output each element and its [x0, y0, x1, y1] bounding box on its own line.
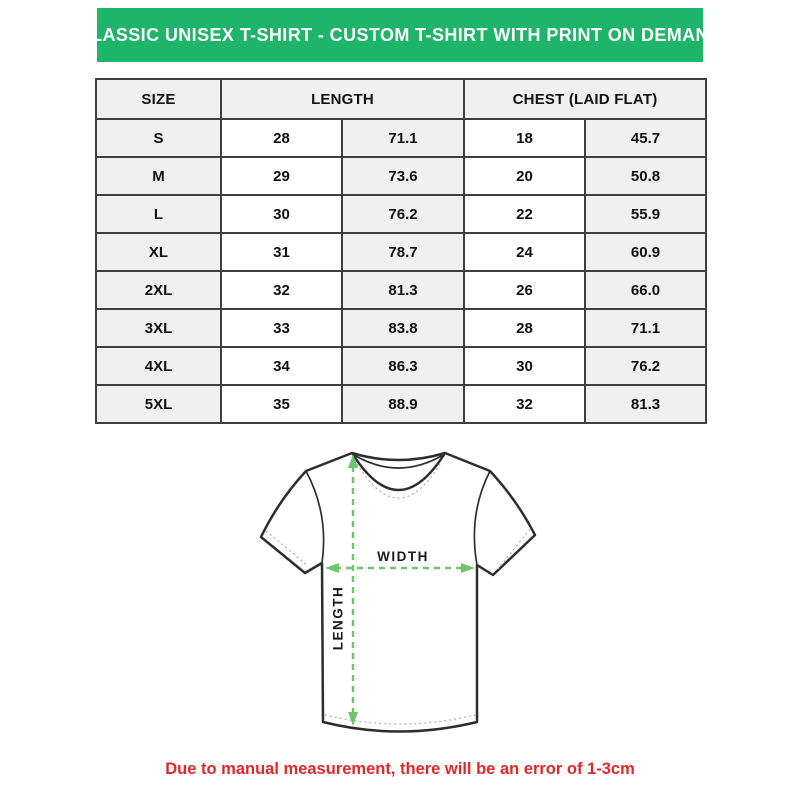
- length-label: LENGTH: [330, 585, 346, 651]
- length-in-cell: 31: [221, 233, 342, 271]
- length-cm-cell: 76.2: [342, 195, 464, 233]
- size-cell: L: [96, 195, 221, 233]
- length-in-cell: 35: [221, 385, 342, 423]
- chest-cm-cell: 50.8: [585, 157, 706, 195]
- size-cell: 4XL: [96, 347, 221, 385]
- table-row: [96, 119, 706, 157]
- table-row: [96, 195, 706, 233]
- table-row: [96, 309, 706, 347]
- length-cm-cell: 73.6: [342, 157, 464, 195]
- chest-in-cell: 30: [464, 347, 585, 385]
- length-cm-cell: 88.9: [342, 385, 464, 423]
- table-row: [96, 385, 706, 423]
- col-header-length: LENGTH: [221, 79, 464, 119]
- tshirt-measurement-diagram: [253, 442, 545, 742]
- page-title: CLASSIC UNISEX T-SHIRT - CUSTOM T-SHIRT WITH PRINT ON DEMAND: [77, 24, 723, 45]
- length-in-cell: 33: [221, 309, 342, 347]
- length-cm-cell: 86.3: [342, 347, 464, 385]
- chest-cm-cell: 71.1: [585, 309, 706, 347]
- chest-cm-cell: 55.9: [585, 195, 706, 233]
- table-row: [96, 157, 706, 195]
- title-banner: [77, 8, 723, 62]
- size-cell: S: [96, 119, 221, 157]
- size-chart-table-container: [95, 78, 707, 424]
- length-cm-cell: 78.7: [342, 233, 464, 271]
- measurement-error-note: Due to manual measurement, there will be an error of 1-3cm: [165, 760, 635, 778]
- width-label: WIDTH: [377, 549, 429, 564]
- table-header-row: [96, 79, 706, 119]
- chest-in-cell: 28: [464, 309, 585, 347]
- col-header-size: SIZE: [96, 79, 221, 119]
- chest-in-cell: 32: [464, 385, 585, 423]
- length-cm-cell: 71.1: [342, 119, 464, 157]
- chest-in-cell: 24: [464, 233, 585, 271]
- chest-cm-cell: 81.3: [585, 385, 706, 423]
- chest-cm-cell: 45.7: [585, 119, 706, 157]
- chest-in-cell: 18: [464, 119, 585, 157]
- chest-in-cell: 22: [464, 195, 585, 233]
- length-in-cell: 29: [221, 157, 342, 195]
- chest-cm-cell: 76.2: [585, 347, 706, 385]
- length-cm-cell: 83.8: [342, 309, 464, 347]
- length-in-cell: 34: [221, 347, 342, 385]
- size-cell: M: [96, 157, 221, 195]
- size-cell: 3XL: [96, 309, 221, 347]
- chest-in-cell: 26: [464, 271, 585, 309]
- size-cell: XL: [96, 233, 221, 271]
- length-in-cell: 32: [221, 271, 342, 309]
- col-header-chest: CHEST (LAID FLAT): [464, 79, 706, 119]
- size-chart-table: [95, 78, 707, 424]
- size-cell: 2XL: [96, 271, 221, 309]
- length-in-cell: 28: [221, 119, 342, 157]
- table-row: [96, 271, 706, 309]
- chest-in-cell: 20: [464, 157, 585, 195]
- chest-cm-cell: 60.9: [585, 233, 706, 271]
- size-cell: 5XL: [96, 385, 221, 423]
- length-cm-cell: 81.3: [342, 271, 464, 309]
- tshirt-diagram-svg: [253, 442, 545, 742]
- chest-cm-cell: 66.0: [585, 271, 706, 309]
- length-in-cell: 30: [221, 195, 342, 233]
- tshirt-outline: [261, 453, 535, 732]
- table-row: [96, 233, 706, 271]
- table-row: [96, 347, 706, 385]
